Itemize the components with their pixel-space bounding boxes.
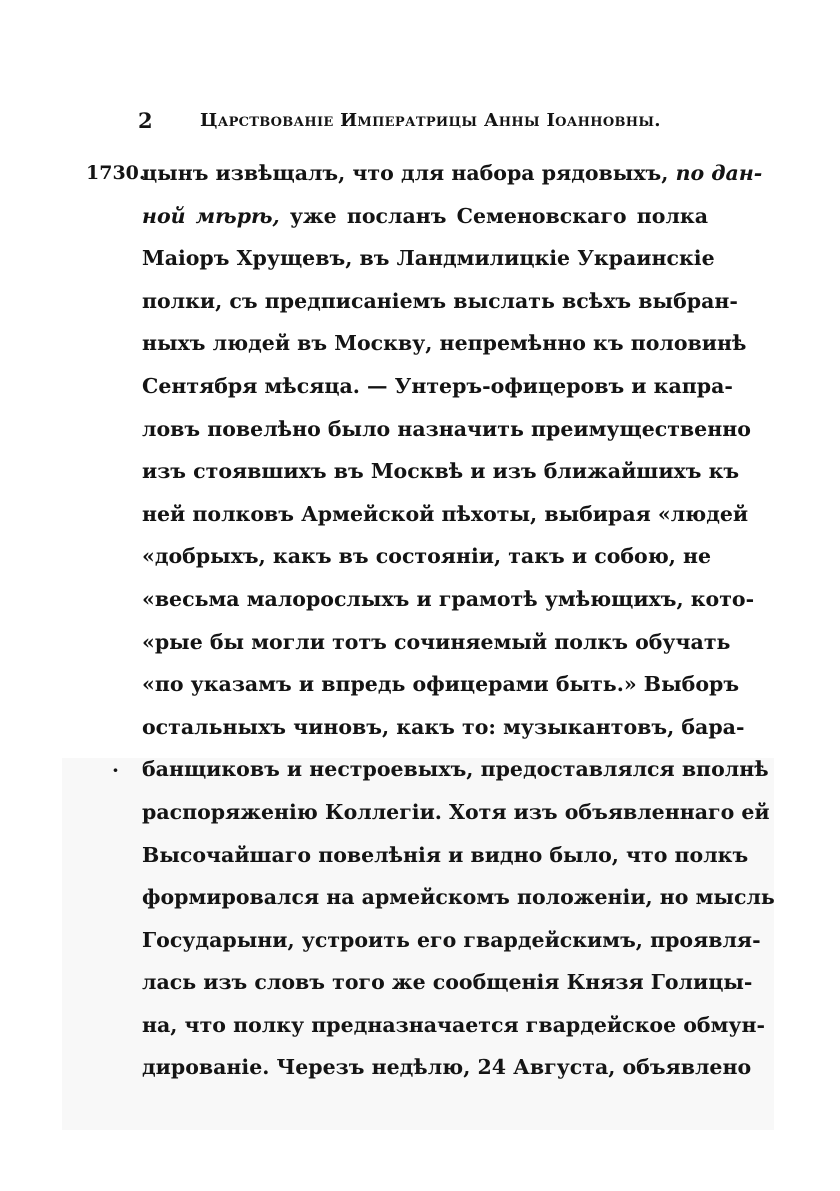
text-line [142, 1051, 752, 1094]
text-segment: лась изъ словъ того же сообщенія Князя Голицы- [142, 970, 753, 995]
text-segment: Государыни, устроить его гвардейскимъ, проявля- [142, 927, 761, 952]
text-segment: ней полковъ Армейской пѣхоты, выбирая «людей [142, 501, 749, 526]
text-line [142, 498, 749, 541]
text-line [142, 796, 770, 839]
text-line [142, 881, 775, 924]
text-line [142, 839, 749, 882]
text-line [142, 285, 738, 328]
text-segment: дированіе. Черезъ недѣлю, 24 Августа, объявлено [142, 1055, 752, 1080]
body-text [142, 157, 775, 1094]
text-segment: Сентября мѣсяца. — Унтеръ-офицеровъ и капра- [142, 373, 733, 398]
text-segment: распоряженію Коллегіи. Хотя изъ объявленнаго ей [142, 799, 770, 824]
text-segment: изъ стоявшихъ въ Москвѣ и изъ ближайшихъ къ [142, 459, 740, 484]
stray-dot-mark: · [112, 758, 119, 782]
text-line [142, 327, 747, 370]
text-line [142, 413, 751, 456]
text-line [142, 370, 733, 413]
text-line [142, 455, 740, 498]
text-segment: цынъ извѣщалъ, что для набора рядовыхъ, [142, 161, 676, 185]
text-segment: на, что полку предназначается гвардейское обмун- [142, 1012, 766, 1037]
text-line [142, 924, 761, 967]
running-head: Царствованіе Императрицы Анны Іоанновны. [200, 110, 661, 131]
text-segment: формировался на армейскомъ положеніи, но мысль [142, 885, 775, 910]
text-segment: «рые бы могли тотъ сочиняемый полкъ обучать [142, 629, 731, 654]
text-segment: Маіоръ Хрущевъ, въ Ландмилицкіе Украинскіе [142, 246, 715, 271]
text-segment: Высочайшаго повелѣнія и видно было, что полкъ [142, 842, 749, 867]
text-line [142, 966, 753, 1009]
text-segment: по дан- [675, 161, 763, 185]
text-line [142, 668, 740, 711]
text-segment: банщиковъ и нестроевыхъ, предоставлялся вполнѣ [142, 757, 769, 782]
text-segment: полки, съ предписаніемъ выслать всѣхъ выбран- [142, 288, 738, 313]
text-segment: «весьма малорослыхъ и грамотѣ умѣющихъ, кото- [142, 586, 755, 611]
text-segment: остальныхъ чиновъ, какъ то: музыкантовъ, бара- [142, 714, 745, 739]
text-line [142, 583, 755, 626]
text-segment: «добрыхъ, какъ въ состояніи, такъ и собою, не [142, 544, 712, 569]
text-line [142, 626, 731, 669]
margin-year: 1730. [86, 162, 146, 184]
text-line [142, 157, 763, 200]
text-segment: ной мѣрѣ, [142, 203, 280, 228]
text-segment: ловъ повелѣно было назначить преимущественно [142, 416, 751, 441]
text-line [142, 540, 712, 583]
text-segment: ныхъ людей въ Москву, непремѣнно къ половинѣ [142, 331, 747, 356]
text-line [142, 200, 708, 243]
text-segment: уже посланъ Семеновскаго полка [279, 203, 708, 228]
text-line [142, 711, 745, 754]
page-header [0, 106, 840, 136]
text-line [142, 753, 769, 796]
page-number: 2 [138, 108, 153, 133]
text-segment: «по указамъ и впредь офицерами быть.» Выборъ [142, 672, 740, 697]
text-line [142, 242, 715, 285]
text-line [142, 1009, 766, 1052]
